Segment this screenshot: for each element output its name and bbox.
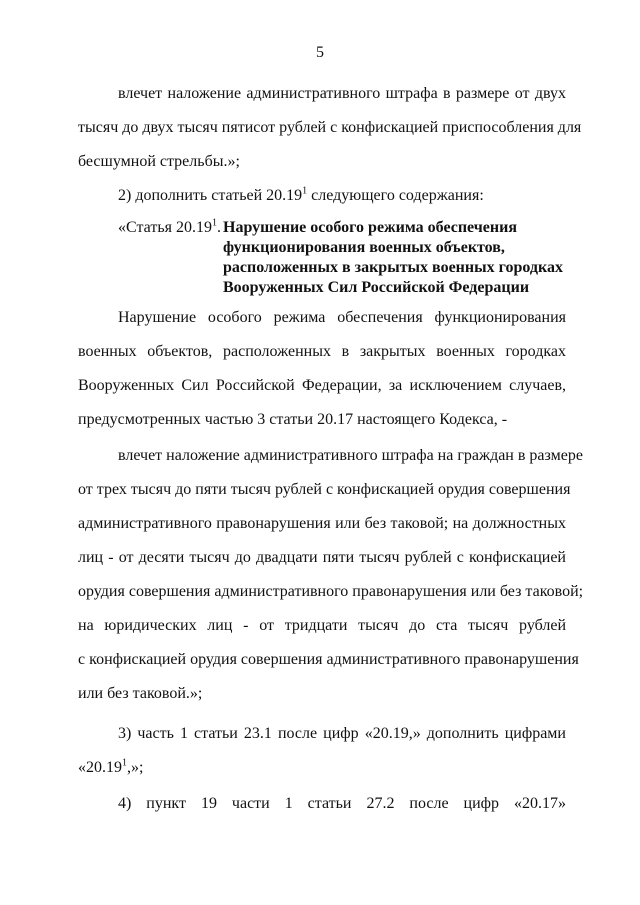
text-line: с конфискацией орудия совершения административного правонарушения xyxy=(78,651,579,668)
text-line: лиц - от десяти тысяч до двадцати пяти тысяч рублей с конфискацией xyxy=(78,549,566,566)
page-number: 5 xyxy=(316,44,324,61)
title-line: функционирования военных объектов, xyxy=(223,239,505,256)
title-line: Вооруженных Сил Российской Федерации xyxy=(223,279,530,296)
paragraph-article-27-2 xyxy=(78,794,566,828)
superscript: 1 xyxy=(122,757,127,769)
text-line: 4) пункт 19 части 1 статьи 27.2 после цифр «20.17» xyxy=(118,795,566,812)
text-fragment: следующего содержания: xyxy=(307,187,484,204)
paragraph-fines xyxy=(78,446,584,718)
text-fragment: ,»; xyxy=(127,759,144,776)
superscript: 1 xyxy=(302,185,308,197)
text-line: административного правонарушения или без таковой; на должностных xyxy=(78,515,566,532)
paragraph-add-article xyxy=(78,186,566,220)
paragraph-article-23-1 xyxy=(78,724,566,792)
text-fragment: . xyxy=(216,219,221,236)
text-line: влечет наложение административного штрафа в размере от двух xyxy=(118,85,566,102)
text-line: от трех тысяч до пяти тысяч рублей с конфискацией орудия совершения xyxy=(78,481,571,498)
text-line: или без таковой.»; xyxy=(78,685,203,702)
text-line: Нарушение особого режима обеспечения функционирования xyxy=(118,309,566,326)
text-line: тысяч до двух тысяч пятисот рублей с конфискацией приспособления для xyxy=(78,119,582,136)
text-fragment: 2) дополнить статьей 20.19 xyxy=(118,187,303,204)
text-line: бесшумной стрельбы.»; xyxy=(78,153,240,170)
paragraph-penalty-end xyxy=(78,84,582,186)
text-fragment: «20.19 xyxy=(78,759,122,776)
title-line: расположенных в закрытых военных городках xyxy=(223,259,563,276)
text-line: 3) часть 1 статьи 23.1 после цифр «20.19,» дополнить цифрами xyxy=(118,725,566,742)
title-line: Нарушение особого режима обеспечения xyxy=(223,219,517,236)
article-title xyxy=(223,218,583,298)
text-line: предусмотренных частью 3 статьи 20.17 настоящего Кодекса, - xyxy=(78,411,508,428)
text-line: военных объектов, расположенных в закрытых военных городках xyxy=(78,343,566,360)
superscript: 1 xyxy=(211,217,217,229)
text-line: влечет наложение административного штрафа на граждан в размере xyxy=(118,447,583,464)
article-number xyxy=(118,218,221,238)
text-line xyxy=(78,758,566,792)
text-line xyxy=(78,186,566,220)
text-fragment: «Статья 20.19 xyxy=(118,219,212,236)
text-line: орудия совершения административного правонарушения или без таковой; xyxy=(78,583,584,600)
text-line: на юридических лиц - от тридцати тысяч до ста тысяч рублей xyxy=(78,617,566,634)
text-line: Вооруженных Сил Российской Федерации, за исключением случаев, xyxy=(78,377,566,394)
paragraph-violation xyxy=(78,308,566,444)
